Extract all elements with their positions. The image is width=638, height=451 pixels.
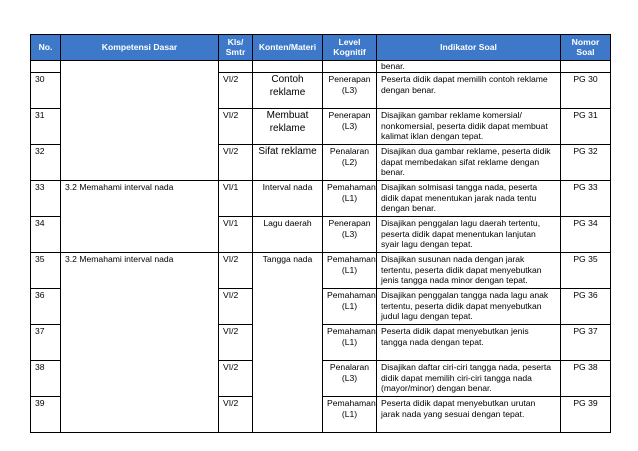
header-level-kognitif: Level Kognitif	[323, 35, 377, 61]
cell-konten: Interval nada	[253, 181, 323, 217]
cell-kompetensi-dasar	[61, 361, 219, 397]
cell-konten	[253, 61, 323, 73]
cell-indikator: Disajikan daftar ciri-ciri tangga nada, peserta didik dapat memilih ciri-ciri tangga nada (mayor/minor) dengan benar.	[377, 361, 561, 397]
cell-indikator: Peserta didik dapat menyebutkan jenis tangga nada dengan tepat.	[377, 325, 561, 361]
cell-kompetensi-dasar	[61, 145, 219, 181]
cell-konten: Contoh reklame	[253, 73, 323, 109]
table-row	[31, 325, 611, 361]
kisi-kisi-table	[30, 34, 611, 433]
header-konten-materi: Konten/Materi	[253, 35, 323, 61]
cell-nomor: PG 35	[561, 253, 611, 289]
cell-level: Penalaran (L3)	[323, 361, 377, 397]
cell-kls: VI/2	[219, 397, 253, 433]
table-row	[31, 361, 611, 397]
cell-konten: Lagu daerah	[253, 217, 323, 253]
header-nomor-soal: Nomor Soal	[561, 35, 611, 61]
cell-level: Penerapan (L3)	[323, 109, 377, 145]
cell-kompetensi-dasar: 3.2 Memahami interval nada	[61, 181, 219, 217]
cell-konten	[253, 325, 323, 361]
cell-level: Penalaran (L2)	[323, 145, 377, 181]
cell-kompetensi-dasar	[61, 109, 219, 145]
cell-level: Penerapan (L3)	[323, 217, 377, 253]
cell-indikator: Disajikan dua gambar reklame, peserta didik dapat membedakan sifat reklame dengan benar.	[377, 145, 561, 181]
cell-no: 33	[31, 181, 61, 217]
cell-kls: VI/2	[219, 109, 253, 145]
cell-kls: VI/1	[219, 217, 253, 253]
table-row-carry-over	[31, 61, 611, 73]
table-row	[31, 73, 611, 109]
cell-kls: VI/2	[219, 325, 253, 361]
cell-no: 38	[31, 361, 61, 397]
table-row	[31, 109, 611, 145]
header-kompetensi-dasar: Kompetensi Dasar	[61, 35, 219, 61]
cell-no: 36	[31, 289, 61, 325]
cell-level: Pemahaman (L1)	[323, 253, 377, 289]
cell-no: 39	[31, 397, 61, 433]
cell-nomor: PG 37	[561, 325, 611, 361]
table-row	[31, 217, 611, 253]
cell-level: Pemahaman (L1)	[323, 289, 377, 325]
cell-no: 31	[31, 109, 61, 145]
cell-indikator: benar.	[377, 61, 561, 73]
cell-kompetensi-dasar: 3.2 Memahami interval nada	[61, 253, 219, 289]
header-no: No.	[31, 35, 61, 61]
cell-kls	[219, 61, 253, 73]
cell-indikator: Peserta didik dapat menyebutkan urutan jarak nada yang sesuai dengan tepat.	[377, 397, 561, 433]
header-indikator-soal: Indikator Soal	[377, 35, 561, 61]
table-row	[31, 397, 611, 433]
cell-kls: VI/2	[219, 253, 253, 289]
cell-indikator: Disajikan susunan nada dengan jarak tertentu, peserta didik dapat menyebutkan jenis tangga nada minor dengan tepat.	[377, 253, 561, 289]
cell-nomor: PG 38	[561, 361, 611, 397]
cell-kompetensi-dasar	[61, 217, 219, 253]
cell-konten	[253, 289, 323, 325]
table-row	[31, 181, 611, 217]
table-row	[31, 145, 611, 181]
cell-level: Pemahaman (L1)	[323, 181, 377, 217]
table-row	[31, 289, 611, 325]
cell-no	[31, 61, 61, 73]
header-kelas-semester: Kls/ Smtr	[219, 35, 253, 61]
cell-no: 34	[31, 217, 61, 253]
cell-level: Pemahaman (L1)	[323, 325, 377, 361]
cell-level: Penerapan (L3)	[323, 73, 377, 109]
cell-indikator: Disajikan solmisasi tangga nada, peserta didik dapat menentukan jarak nada tentu dengan benar.	[377, 181, 561, 217]
cell-nomor	[561, 61, 611, 73]
cell-nomor: PG 32	[561, 145, 611, 181]
cell-kompetensi-dasar	[61, 325, 219, 361]
cell-konten: Sifat reklame	[253, 145, 323, 181]
cell-konten	[253, 397, 323, 433]
cell-no: 35	[31, 253, 61, 289]
cell-kls: VI/1	[219, 181, 253, 217]
cell-kompetensi-dasar	[61, 397, 219, 433]
cell-nomor: PG 30	[561, 73, 611, 109]
cell-kls: VI/2	[219, 73, 253, 109]
cell-kompetensi-dasar	[61, 73, 219, 109]
cell-level	[323, 61, 377, 73]
cell-nomor: PG 31	[561, 109, 611, 145]
header-row	[31, 35, 611, 61]
cell-level: Pemahaman (L1)	[323, 397, 377, 433]
cell-konten	[253, 361, 323, 397]
cell-kls: VI/2	[219, 289, 253, 325]
cell-nomor: PG 39	[561, 397, 611, 433]
cell-nomor: PG 36	[561, 289, 611, 325]
cell-kompetensi-dasar	[61, 289, 219, 325]
cell-kls: VI/2	[219, 361, 253, 397]
cell-nomor: PG 34	[561, 217, 611, 253]
cell-indikator: Peserta didik dapat memilih contoh reklame dengan benar.	[377, 73, 561, 109]
cell-indikator: Disajikan penggalan lagu daerah tertentu, peserta didik dapat menentukan lanjutan syair lagu dengan tepat.	[377, 217, 561, 253]
table-row	[31, 253, 611, 289]
cell-nomor: PG 33	[561, 181, 611, 217]
cell-no: 37	[31, 325, 61, 361]
cell-indikator: Disajikan gambar reklame komersial/ nonkomersial, peserta didik dapat membuat kalimat iklan dengan tepat.	[377, 109, 561, 145]
cell-kls: VI/2	[219, 145, 253, 181]
cell-no: 32	[31, 145, 61, 181]
cell-konten: Tangga nada	[253, 253, 323, 289]
cell-indikator: Disajikan penggalan tangga nada lagu anak tertentu, peserta didik dapat menyebutkan judul lagu dengan tepat.	[377, 289, 561, 325]
cell-no: 30	[31, 73, 61, 109]
cell-konten: Membuat reklame	[253, 109, 323, 145]
cell-kompetensi-dasar	[61, 61, 219, 73]
